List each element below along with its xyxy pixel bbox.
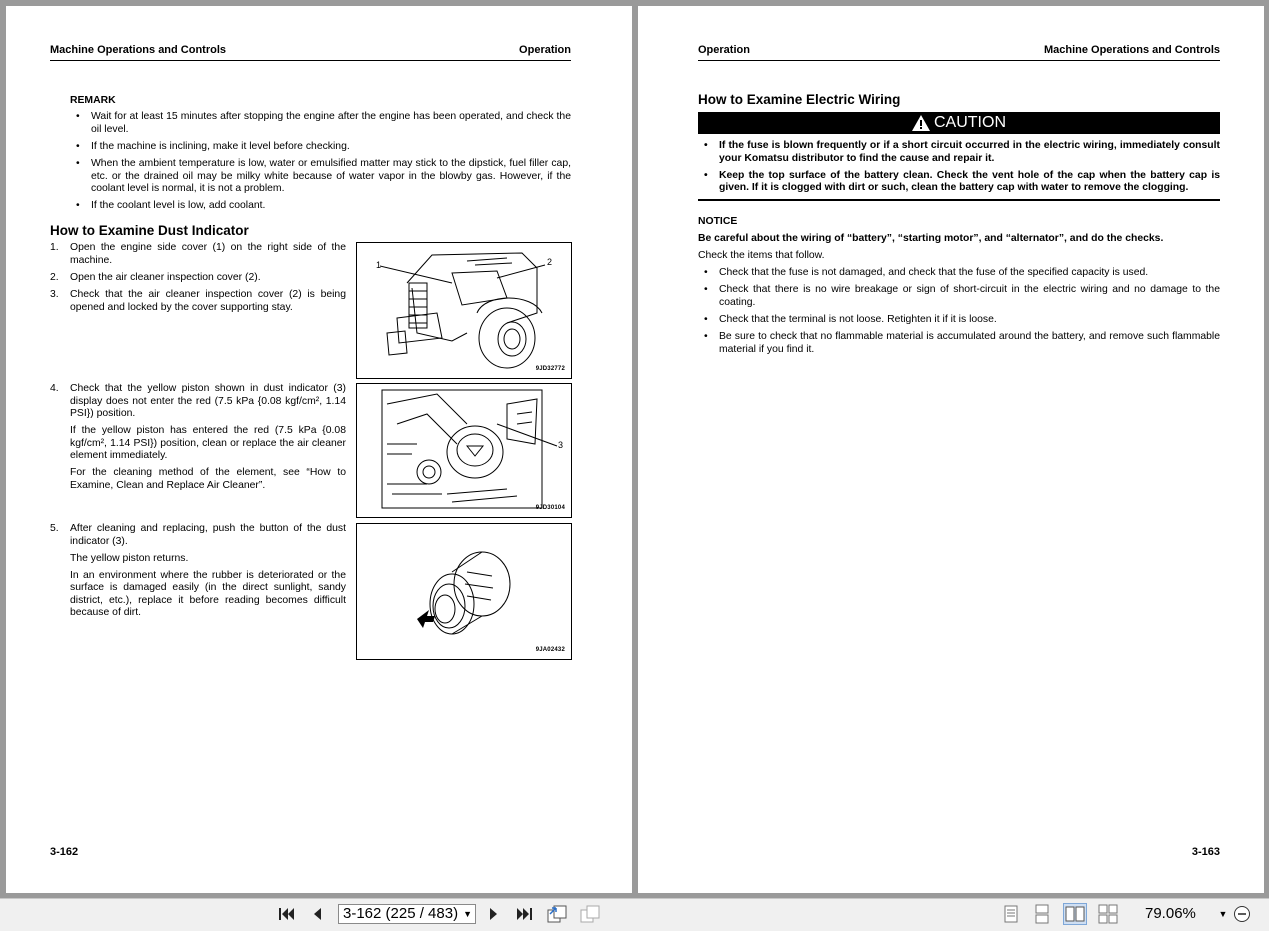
step-text: After cleaning and replacing, push the button of the dust indicator (3). [70, 523, 346, 547]
right-header-chapter: Machine Operations and Controls [1043, 44, 1220, 56]
previous-view-icon[interactable] [545, 903, 569, 925]
zoom-out-icon[interactable] [1232, 903, 1252, 925]
right-header-section: Operation [698, 44, 750, 56]
step-text: If the yellow piston has entered the red (7.5 kPa {0.08 kgf/cm², 1.14 PSI}) position, clean or replace the air cleaner element immediately. [70, 425, 346, 462]
step-number: 3. [50, 289, 59, 300]
check-item: • Check that the terminal is not loose. Retighten it if it is loose. [698, 314, 1220, 327]
callout-3: 3 [558, 440, 564, 450]
figure-code: 9JD32772 [535, 366, 565, 372]
page-number-field[interactable] [338, 904, 476, 924]
air-cleaner-illustration [357, 384, 571, 517]
check-intro: Check the items that follow. [698, 250, 825, 261]
notice-title: NOTICE [698, 216, 738, 227]
step-number: 2. [50, 272, 59, 283]
indicator-button-illustration [357, 524, 571, 659]
step-text: Check that the air cleaner inspection cover (2) is being opened and locked by the cover supporting stay. [70, 289, 346, 313]
step-5 [50, 523, 346, 624]
section-title-dust-indicator: How to Examine Dust Indicator [50, 223, 249, 238]
left-header-chapter: Machine Operations and Controls [50, 44, 227, 56]
right-page-number: 3-163 [1191, 846, 1220, 858]
remark-item: • When the ambient temperature is low, water or emulsified matter may stick to the dipstick, fuel filler cap, etc. or the drained oil may be milky white because of water vapor in the blowby gas. However, if the coolant level is normal, it is not a problem. [70, 158, 571, 196]
check-list [698, 267, 1220, 361]
caution-list [698, 140, 1220, 200]
step-text: Open the air cleaner inspection cover (2). [70, 272, 261, 283]
page-number-value: 3-162 (225 / 483) [343, 905, 459, 922]
left-header-rule [50, 60, 571, 61]
left-header-section: Operation [519, 44, 571, 56]
figure-code: 9JD30104 [535, 505, 565, 511]
check-item: • Be sure to check that no flammable material is accumulated around the battery, and remove such flammable material if you find it. [698, 331, 1220, 356]
step-text: The yellow piston returns. [70, 552, 189, 564]
left-page-number: 3-162 [50, 846, 79, 858]
step-2 [50, 272, 346, 289]
remark-item: • Wait for at least 15 minutes after stopping the engine after the engine has been operated, and check the oil level. [70, 111, 571, 136]
step-text: For the cleaning method of the element, see “How to Examine, Clean and Replace Air Cleaner”. [70, 467, 346, 491]
figure-code: 9JA02432 [535, 647, 565, 653]
step-4 [50, 383, 346, 497]
single-page-view-icon[interactable] [1000, 903, 1022, 925]
continuous-view-icon[interactable] [1031, 903, 1053, 925]
two-page-view-icon[interactable] [1063, 903, 1087, 925]
caution-label: CAUTION [934, 114, 1006, 131]
caution-banner [698, 112, 1220, 134]
notice-text: Be careful about the wiring of “battery”, “starting motor”, and “alternator”, and do the checks. [698, 233, 1164, 244]
step-1 [50, 242, 346, 272]
remark-item: • If the machine is inclining, make it level before checking. [70, 141, 571, 154]
next-view-icon[interactable] [578, 903, 602, 925]
figure-engine-side-cover [356, 242, 572, 379]
two-page-continuous-view-icon[interactable] [1096, 903, 1120, 925]
check-item: • Check that there is no wire breakage or sign of short-circuit in the electric wiring and no damage to the coating. [698, 284, 1220, 309]
step-number: 5. [50, 523, 59, 534]
next-page-icon[interactable] [483, 903, 505, 925]
figure-dust-indicator [356, 383, 572, 518]
callout-2: 2 [547, 257, 553, 267]
right-document-page [638, 6, 1264, 893]
remark-title: REMARK [70, 95, 116, 106]
warning-triangle-icon [912, 115, 930, 131]
last-page-icon[interactable] [513, 903, 535, 925]
figure-indicator-button [356, 523, 572, 660]
step-text: Check that the yellow piston shown in dust indicator (3) display does not enter the red (7.5 kPa {0.08 kgf/cm², 1.14 PSI}) position. [70, 383, 346, 420]
first-page-icon[interactable] [276, 903, 298, 925]
step-text: In an environment where the rubber is deteriorated or the surface is damaged easily (in the direct sunlight, sandy district, etc.), replace it before reading becomes difficult because of dirt. [70, 569, 346, 619]
right-header-rule [698, 60, 1220, 61]
page-dropdown-icon[interactable]: ▼ [463, 909, 472, 919]
remark-item: • If the coolant level is low, add coolant. [70, 200, 571, 213]
zoom-level-value[interactable]: 79.06% [1145, 905, 1196, 922]
caution-item: • Keep the top surface of the battery clean. Check the vent hole of the cap when the battery cap is given. If it is clogged with dirt or such, clean the battery cap with water to remove the clogging. [698, 170, 1220, 195]
viewer-toolbar [0, 898, 1269, 931]
caution-bottom-rule [698, 199, 1220, 201]
previous-page-icon[interactable] [306, 903, 328, 925]
remark-list [70, 111, 571, 218]
step-number: 4. [50, 383, 59, 394]
wheel-loader-illustration [357, 243, 571, 378]
zoom-dropdown-icon[interactable]: ▼ [1218, 909, 1228, 919]
check-item: • Check that the fuse is not damaged, and check that the fuse of the specified capacity is used. [698, 267, 1220, 280]
section-title-electric-wiring: How to Examine Electric Wiring [698, 92, 901, 107]
left-document-page [6, 6, 632, 893]
caution-item: • If the fuse is blown frequently or if a short circuit occurred in the electric wiring, immediately consult your Komatsu distributor to find the cause and repair it. [698, 140, 1220, 165]
callout-1: 1 [376, 260, 382, 270]
step-text: Open the engine side cover (1) on the right side of the machine. [70, 242, 346, 266]
step-3 [50, 289, 346, 319]
step-number: 1. [50, 242, 59, 253]
